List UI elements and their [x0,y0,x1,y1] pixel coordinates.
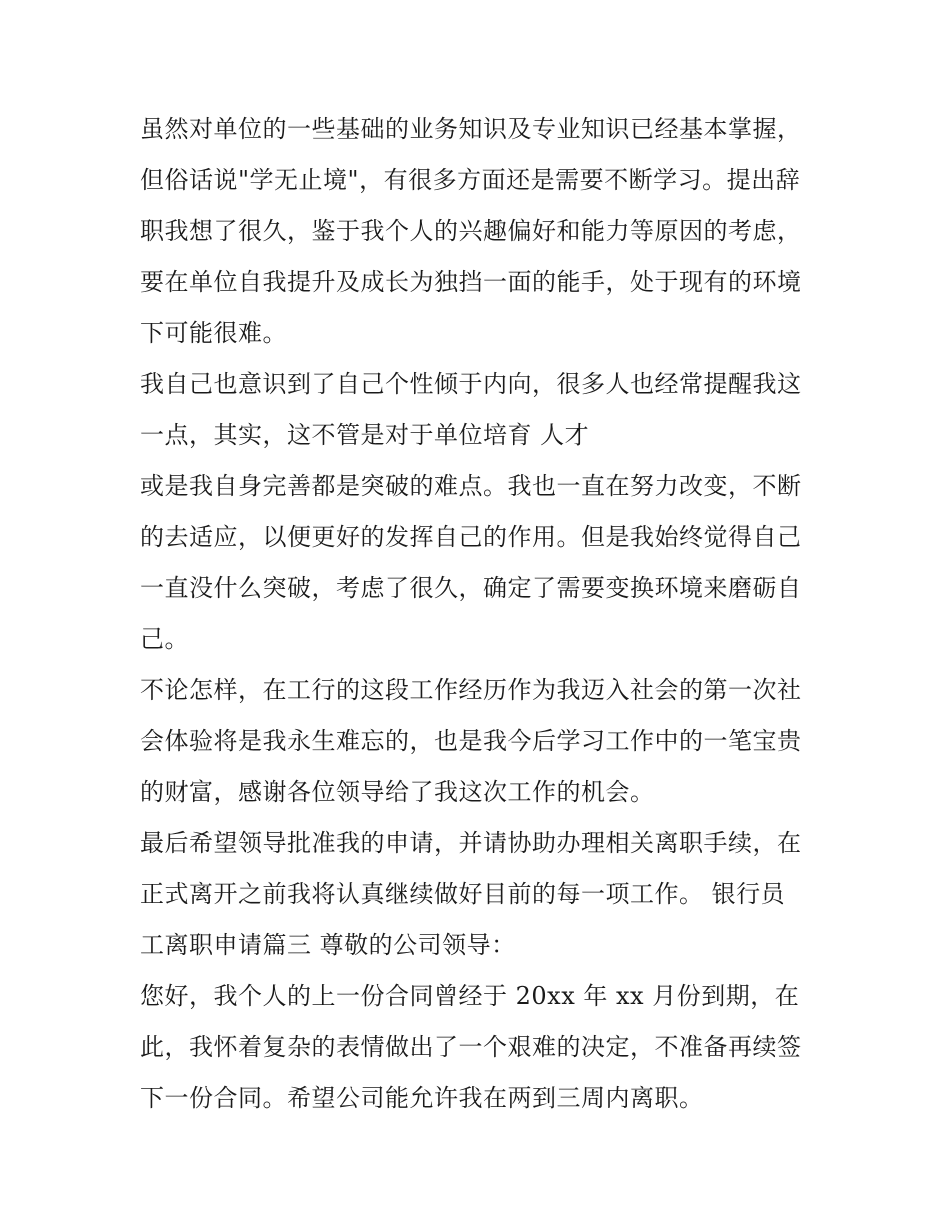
text-line: 工离职申请篇三 尊敬的公司领导： [140,931,516,959]
text-line: 此，我怀着复杂的表情做出了一个艰难的决定，不准备再续签 [140,1033,802,1061]
text-line: 己。 [140,625,189,653]
text-line: 我自己也意识到了自己个性倾于内向，很多人也经常提醒我这 [140,370,802,398]
text-line: 下可能很难。 [140,319,287,347]
text-line: 的去适应，以便更好的发挥自己的作用。但是我始终觉得自己 [140,523,802,551]
text-line: 或是我自身完善都是突破的难点。我也一直在努力改变，不断 [140,472,802,500]
document-body [140,104,830,1124]
text-line: 但俗话说"学无止境"，有很多方面还是需要不断学习。提出辞 [140,166,801,194]
text-line: 下一份合同。希望公司能允许我在两到三周内离职。 [140,1084,704,1112]
text-line: 一直没什么突破，考虑了很久，确定了需要变换环境来磨砺自 [140,574,802,602]
text-line: 虽然对单位的一些基础的业务知识及专业知识已经基本掌握， [140,115,802,143]
text-line: 最后希望领导批准我的申请，并请协助办理相关离职手续，在 [140,829,802,857]
text-line: 一点，其实，这不管是对于单位培育 人才 [140,421,590,449]
text-line: 职我想了很久，鉴于我个人的兴趣偏好和能力等原因的考虑， [140,217,802,245]
text-line: 的财富，感谢各位领导给了我这次工作的机会。 [140,778,655,806]
text-line: 要在单位自我提升及成长为独挡一面的能手，处于现有的环境 [140,268,802,296]
text-line: 正式离开之前我将认真继续做好目前的每一项工作。 银行员 [140,880,786,908]
text-line: 会体验将是我永生难忘的，也是我今后学习工作中的一笔宝贵 [140,727,802,755]
text-line: 您好，我个人的上一份合同曾经于 20xx 年 xx 月份到期，在 [140,982,800,1010]
text-line: 不论怎样，在工行的这段工作经历作为我迈入社会的第一次社 [140,676,802,704]
